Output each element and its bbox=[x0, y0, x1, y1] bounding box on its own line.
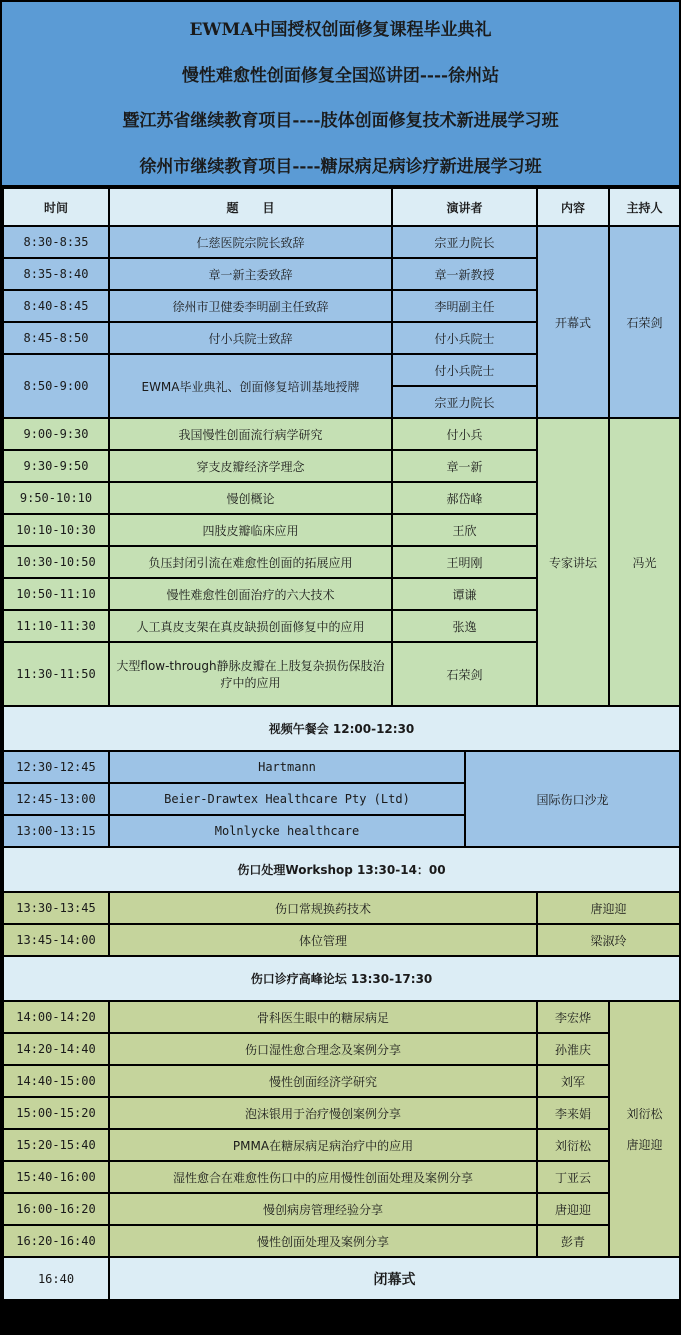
lunch-banner: 视频午餐会 12:00-12:30 bbox=[3, 706, 680, 751]
program-header bbox=[2, 2, 679, 185]
speaker-cell: 付小兵 bbox=[392, 418, 537, 450]
topic-cell: 大型flow-through静脉皮瓣在上肢复杂损伤保肢治疗中的应用 bbox=[109, 642, 392, 706]
speaker-cell: 郝岱峰 bbox=[392, 482, 537, 514]
topic-cell: 伤口湿性愈合理念及案例分享 bbox=[109, 1033, 537, 1065]
topic-cell: 穿支皮瓣经济学理念 bbox=[109, 450, 392, 482]
host-spacer bbox=[614, 1122, 675, 1136]
session-host-expert: 冯光 bbox=[609, 418, 680, 706]
speaker-cell: 付小兵院士 bbox=[392, 354, 537, 386]
speaker-cell: 章一新 bbox=[392, 450, 537, 482]
table-row bbox=[3, 1161, 680, 1193]
speaker-cell: 宗亚力院长 bbox=[392, 386, 537, 418]
time-cell: 15:20-15:40 bbox=[3, 1129, 109, 1161]
time-cell: 14:00-14:20 bbox=[3, 1001, 109, 1033]
topic-cell: 付小兵院士致辞 bbox=[109, 322, 392, 354]
forum-banner-row bbox=[3, 956, 680, 1001]
topic-cell: PMMA在糖尿病足病治疗中的应用 bbox=[109, 1129, 537, 1161]
topic-cell: Molnlycke healthcare bbox=[109, 815, 465, 847]
time-cell: 13:30-13:45 bbox=[3, 892, 109, 924]
speaker-cell: 宗亚力院长 bbox=[392, 226, 537, 258]
session-host-forum bbox=[609, 1001, 680, 1257]
forum-host-1: 刘衍松 bbox=[626, 1107, 663, 1121]
header-title-3: 暨江苏省继续教育项目----肢体创面修复技术新进展学习班 bbox=[122, 111, 559, 131]
topic-cell: 慢性创面经济学研究 bbox=[109, 1065, 537, 1097]
column-header-speaker: 演讲者 bbox=[392, 188, 537, 226]
time-cell: 12:45-13:00 bbox=[3, 783, 109, 815]
speaker-cell: 唐迎迎 bbox=[537, 892, 680, 924]
topic-cell: 伤口常规换药技术 bbox=[109, 892, 537, 924]
time-cell: 14:20-14:40 bbox=[3, 1033, 109, 1065]
time-cell: 9:50-10:10 bbox=[3, 482, 109, 514]
workshop-banner-row bbox=[3, 847, 680, 892]
column-header-topic: 题 目 bbox=[109, 188, 392, 226]
time-cell: 16:20-16:40 bbox=[3, 1225, 109, 1257]
lunch-banner-row bbox=[3, 706, 680, 751]
header-title-1: EWMA中国授权创面修复课程毕业典礼 bbox=[189, 20, 492, 40]
topic-cell: 负压封闭引流在难愈性创面的拓展应用 bbox=[109, 546, 392, 578]
schedule-page bbox=[2, 2, 679, 1331]
table-row bbox=[3, 1097, 680, 1129]
time-cell: 8:45-8:50 bbox=[3, 322, 109, 354]
speaker-cell: 李宏烨 bbox=[537, 1001, 609, 1033]
topic-cell: 慢创概论 bbox=[109, 482, 392, 514]
speaker-cell: 张逸 bbox=[392, 610, 537, 642]
table-row bbox=[3, 1065, 680, 1097]
time-cell: 9:00-9:30 bbox=[3, 418, 109, 450]
time-cell: 12:30-12:45 bbox=[3, 751, 109, 783]
column-header-content: 内容 bbox=[537, 188, 609, 226]
time-cell: 8:50-9:00 bbox=[3, 354, 109, 418]
speaker-cell: 丁亚云 bbox=[537, 1161, 609, 1193]
table-row bbox=[3, 924, 680, 956]
table-header-row bbox=[3, 188, 680, 226]
speaker-cell: 彭青 bbox=[537, 1225, 609, 1257]
speaker-cell: 谭谦 bbox=[392, 578, 537, 610]
session-content-opening: 开幕式 bbox=[537, 226, 609, 418]
speaker-cell: 李明副主任 bbox=[392, 290, 537, 322]
table-row bbox=[3, 1225, 680, 1257]
speaker-cell: 孙淮庆 bbox=[537, 1033, 609, 1065]
column-header-host: 主持人 bbox=[609, 188, 680, 226]
time-cell: 16:00-16:20 bbox=[3, 1193, 109, 1225]
topic-cell: EWMA毕业典礼、创面修复培训基地授牌 bbox=[109, 354, 392, 418]
topic-cell: 我国慢性创面流行病学研究 bbox=[109, 418, 392, 450]
topic-cell: 慢性难愈性创面治疗的六大技术 bbox=[109, 578, 392, 610]
time-cell: 8:35-8:40 bbox=[3, 258, 109, 290]
topic-cell: 骨科医生眼中的糖尿病足 bbox=[109, 1001, 537, 1033]
time-cell: 8:30-8:35 bbox=[3, 226, 109, 258]
speaker-cell: 梁淑玲 bbox=[537, 924, 680, 956]
closing-row bbox=[3, 1257, 680, 1300]
speaker-cell: 李来娟 bbox=[537, 1097, 609, 1129]
column-header-time: 时间 bbox=[3, 188, 109, 226]
speaker-cell: 刘军 bbox=[537, 1065, 609, 1097]
session-host-opening: 石荣剑 bbox=[609, 226, 680, 418]
table-row bbox=[3, 1193, 680, 1225]
time-cell: 14:40-15:00 bbox=[3, 1065, 109, 1097]
time-cell: 13:00-13:15 bbox=[3, 815, 109, 847]
speaker-cell: 石荣剑 bbox=[392, 642, 537, 706]
table-row bbox=[3, 892, 680, 924]
time-cell: 10:50-11:10 bbox=[3, 578, 109, 610]
time-cell: 8:40-8:45 bbox=[3, 290, 109, 322]
topic-cell: 四肢皮瓣临床应用 bbox=[109, 514, 392, 546]
header-title-2: 慢性难愈性创面修复全国巡讲团----徐州站 bbox=[181, 66, 500, 86]
speaker-cell: 王欣 bbox=[392, 514, 537, 546]
forum-host-2: 唐迎迎 bbox=[626, 1138, 663, 1152]
topic-cell: 体位管理 bbox=[109, 924, 537, 956]
speaker-cell: 付小兵院士 bbox=[392, 322, 537, 354]
time-cell: 11:10-11:30 bbox=[3, 610, 109, 642]
time-cell: 9:30-9:50 bbox=[3, 450, 109, 482]
topic-cell: Beier-Drawtex Healthcare Pty (Ltd) bbox=[109, 783, 465, 815]
topic-cell: 慢性创面处理及案例分享 bbox=[109, 1225, 537, 1257]
topic-cell: 慢创病房管理经验分享 bbox=[109, 1193, 537, 1225]
header-title-4: 徐州市继续教育项目----糖尿病足病诊疗新进展学习班 bbox=[139, 157, 542, 177]
workshop-banner: 伤口处理Workshop 13:30-14：00 bbox=[3, 847, 680, 892]
table-row bbox=[3, 226, 680, 258]
table-row bbox=[3, 1001, 680, 1033]
speaker-cell: 刘衍松 bbox=[537, 1129, 609, 1161]
time-cell: 13:45-14:00 bbox=[3, 924, 109, 956]
closing-title: 闭幕式 bbox=[109, 1257, 680, 1300]
time-cell: 10:10-10:30 bbox=[3, 514, 109, 546]
forum-banner: 伤口诊疗高峰论坛 13:30-17:30 bbox=[3, 956, 680, 1001]
speaker-cell: 王明刚 bbox=[392, 546, 537, 578]
topic-cell: 章一新主委致辞 bbox=[109, 258, 392, 290]
time-cell: 15:00-15:20 bbox=[3, 1097, 109, 1129]
topic-cell: 徐州市卫健委李明副主任致辞 bbox=[109, 290, 392, 322]
table-row bbox=[3, 1033, 680, 1065]
table-row bbox=[3, 751, 680, 783]
speaker-cell: 章一新教授 bbox=[392, 258, 537, 290]
topic-cell: Hartmann bbox=[109, 751, 465, 783]
topic-cell: 湿性愈合在难愈性伤口中的应用慢性创面处理及案例分享 bbox=[109, 1161, 537, 1193]
topic-cell: 仁慈医院宗院长致辞 bbox=[109, 226, 392, 258]
session-content-salon: 国际伤口沙龙 bbox=[465, 751, 680, 847]
time-cell: 15:40-16:00 bbox=[3, 1161, 109, 1193]
time-cell: 10:30-10:50 bbox=[3, 546, 109, 578]
table-row bbox=[3, 1129, 680, 1161]
time-cell: 16:40 bbox=[3, 1257, 109, 1300]
topic-cell: 泡沫银用于治疗慢创案例分享 bbox=[109, 1097, 537, 1129]
session-content-expert: 专家讲坛 bbox=[537, 418, 609, 706]
time-cell: 11:30-11:50 bbox=[3, 642, 109, 706]
table-row bbox=[3, 418, 680, 450]
schedule-table bbox=[2, 187, 681, 1301]
speaker-cell: 唐迎迎 bbox=[537, 1193, 609, 1225]
topic-cell: 人工真皮支架在真皮缺损创面修复中的应用 bbox=[109, 610, 392, 642]
